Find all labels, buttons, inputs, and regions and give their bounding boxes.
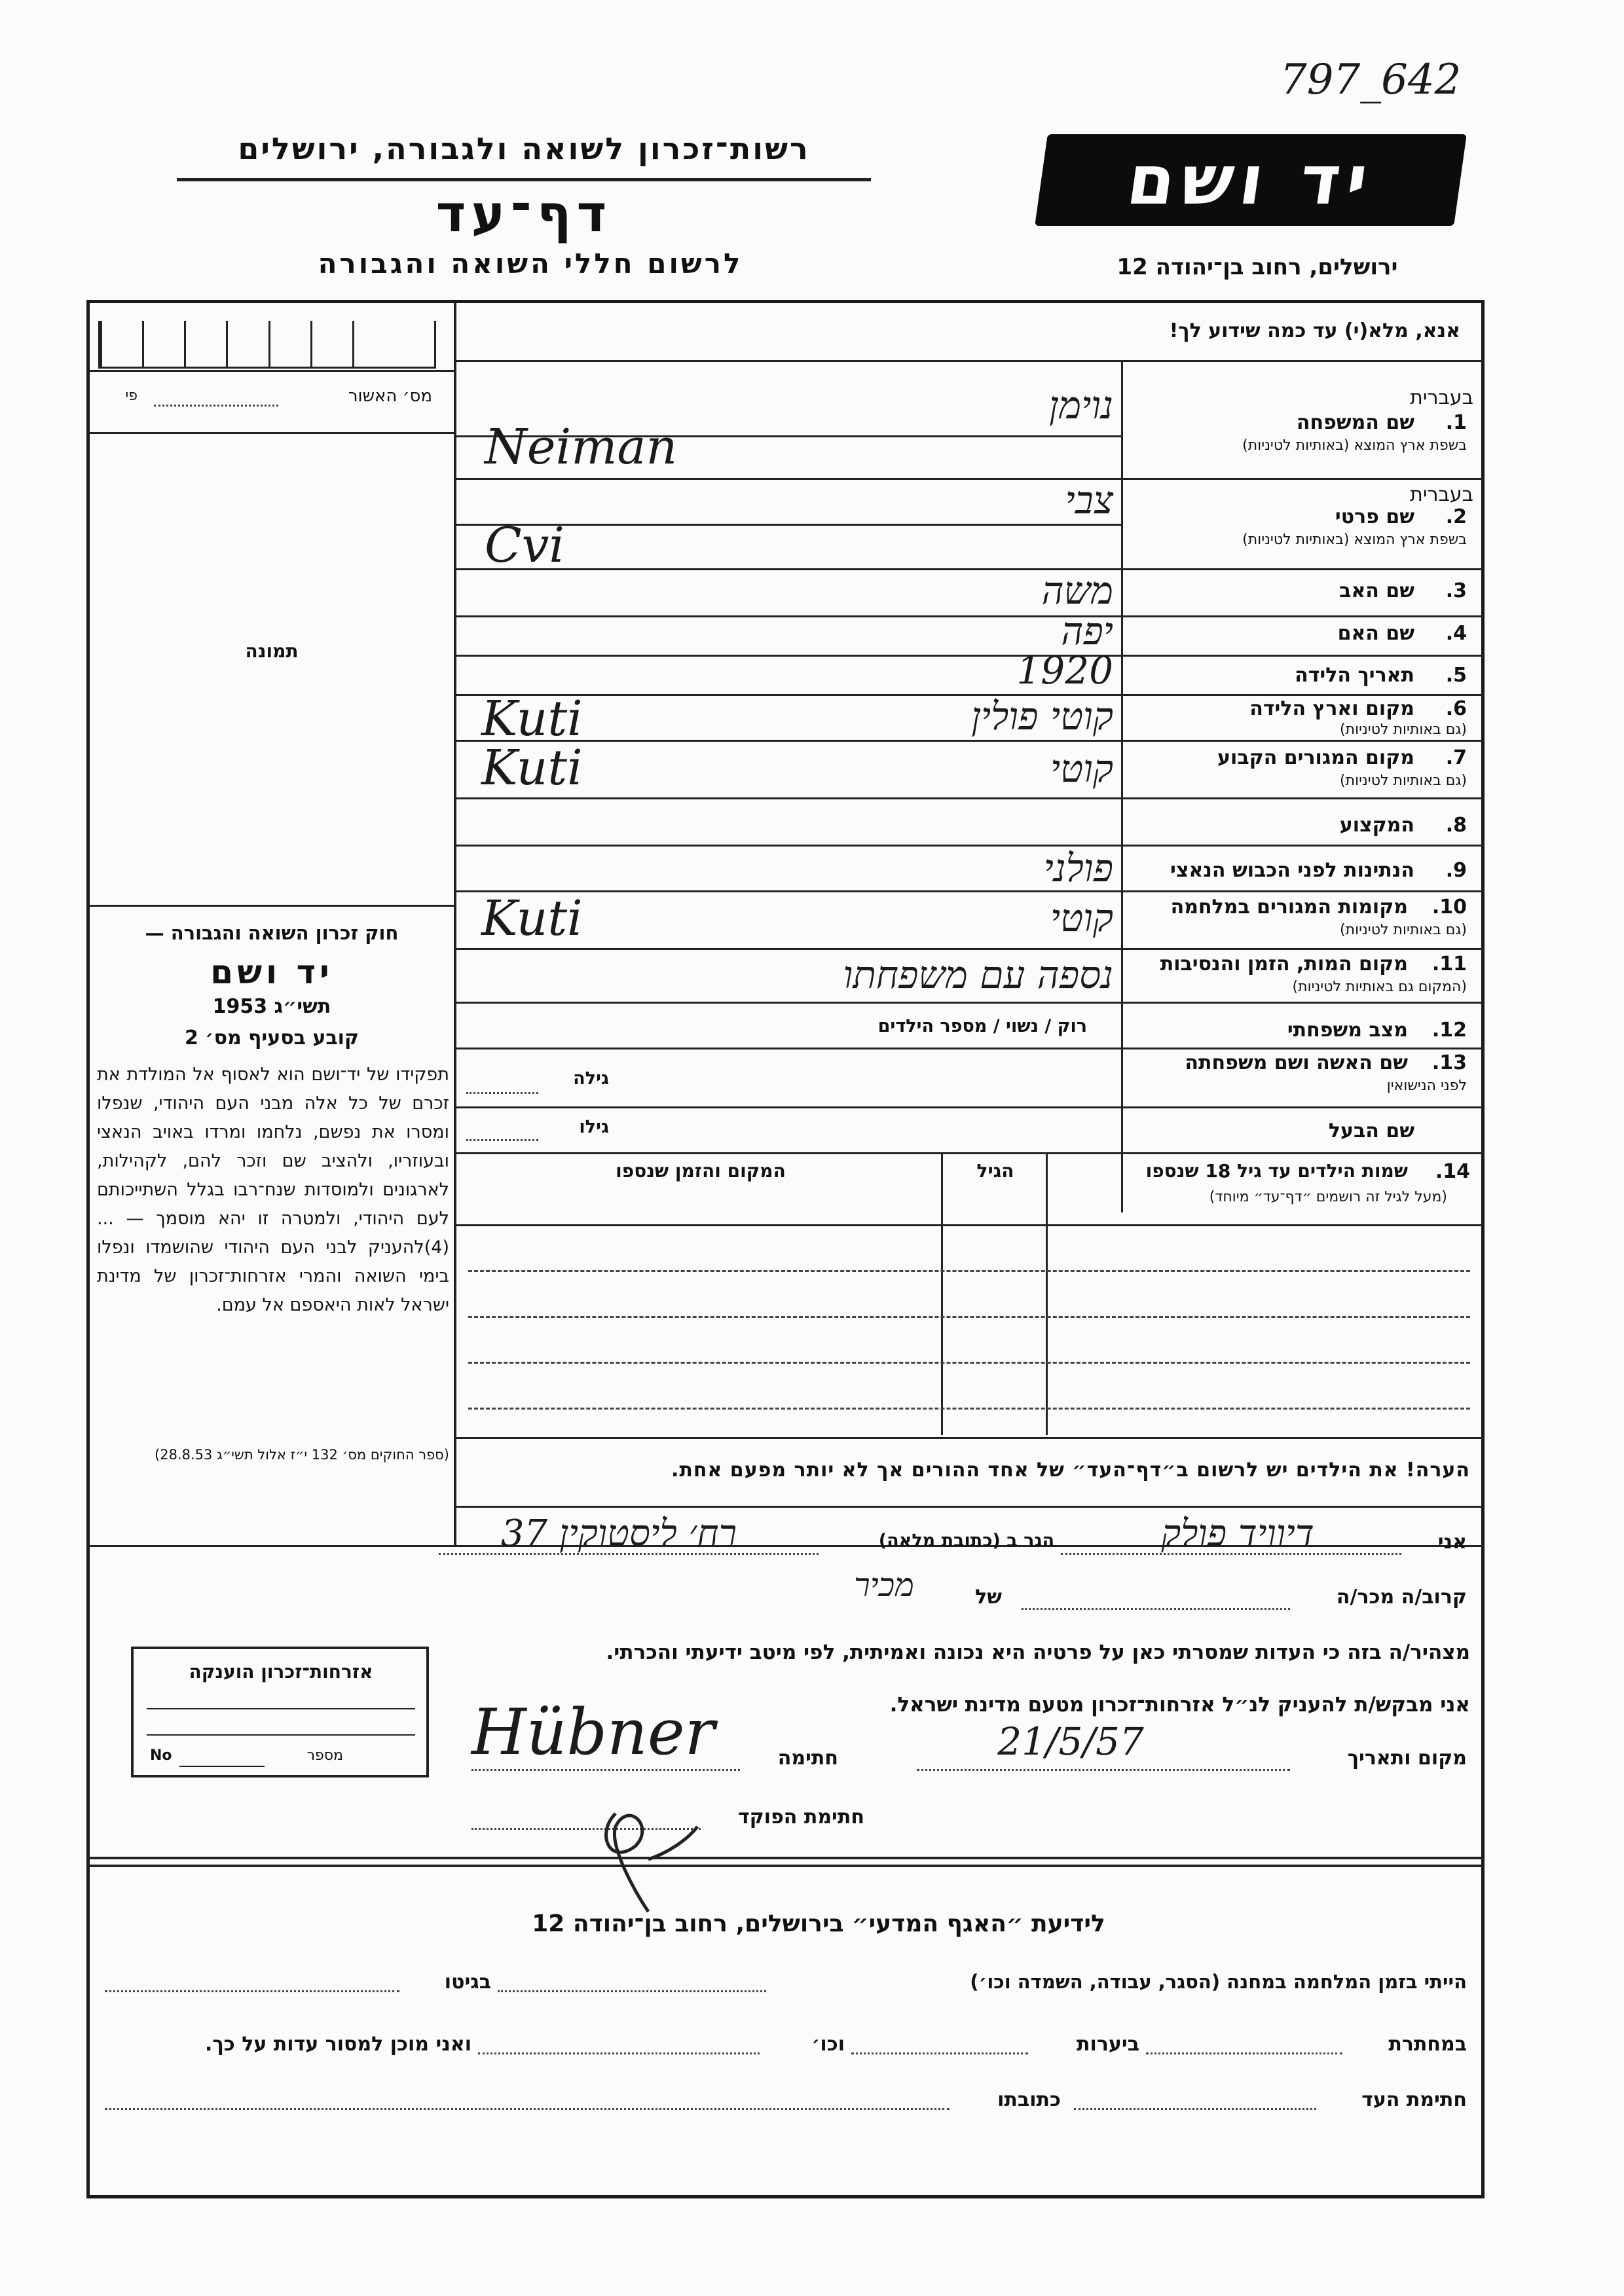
citizenship-title: אזרחות־זכרון הוענקה	[189, 1661, 373, 1683]
birthplace-latin: Kuti	[481, 691, 583, 747]
field-13-age-line	[466, 1092, 538, 1094]
field-2-num: 2.	[1445, 505, 1467, 528]
husband-age-line	[466, 1139, 538, 1141]
field-13-label: שם האשה ושם משפחתה	[1185, 1051, 1408, 1074]
field-11-sub: (המקום גם באותיות לטיניות)	[1292, 979, 1467, 995]
citizenship-line-2	[147, 1734, 415, 1736]
field-10-label: מקומות המגורים במלחמה	[1170, 896, 1408, 919]
field-10-sub: (גם באותיות לטיניות)	[1340, 922, 1467, 938]
intro-text: אנא, מלא(י) עד כמה שידוע לך!	[1169, 319, 1460, 342]
field-3-num: 3.	[1445, 579, 1467, 602]
law-name: יד ושם	[210, 953, 333, 991]
father-name: משה	[1041, 568, 1113, 613]
camp-line: הייתי בזמן המלחמה במחנה (הסגר, עבודה, השמדה וכו׳)	[970, 1971, 1467, 1993]
field-4-label: שם האם	[1337, 622, 1414, 645]
field-9-num: 9.	[1445, 859, 1467, 882]
husband-age-label: גילו	[579, 1117, 609, 1137]
witness-address-line	[105, 2108, 950, 2110]
underground-line	[1146, 2052, 1342, 2054]
declarant-name: דיוויד פולק	[1161, 1512, 1314, 1555]
camp-line-blank	[498, 1990, 766, 1992]
ghetto-label: בגיטו	[444, 1971, 491, 1994]
children-header-sub: (מעל לגיל זה רושמים ״דף־עד״ מיוחד)	[1209, 1189, 1447, 1205]
bottom-double-line-1	[88, 1857, 1483, 1859]
children-header-names: שמות הילדים עד גיל 18 שנספו	[1145, 1160, 1408, 1182]
children-row-line	[468, 1362, 1470, 1364]
place-date-label: מקום ותאריך	[1347, 1747, 1467, 1770]
note-text: הערה! את הילדים יש לרשום ב״דף־העד״ של אחד ההורים אך לא יותר מפעם אחת.	[671, 1459, 1470, 1482]
field-13-sub: לפני הנישואין	[1386, 1078, 1467, 1094]
declaration-text: מצהיר/ה בזה כי העדות שמסרתי כאן על פרטיה היא נכונה ואמיתית, לפי מיטב ידיעתי והכרתי.	[606, 1641, 1470, 1664]
id-boxes	[98, 321, 436, 369]
row-line	[455, 948, 1483, 950]
mother-name: יפה	[1061, 609, 1113, 653]
field-4-num: 4.	[1445, 622, 1467, 645]
citizenship-value: פולני	[1043, 846, 1113, 890]
field-12-num: 12.	[1431, 1019, 1467, 1042]
field-1-label: שם המשפחה	[1296, 411, 1414, 434]
field-7-label: מקום המגורים הקבוע	[1217, 746, 1414, 769]
field-7-num: 7.	[1445, 746, 1467, 769]
children-header-age: הגיל	[976, 1160, 1014, 1182]
yad-vashem-logo	[1035, 134, 1467, 226]
wartime-residence-latin: Kuti	[481, 890, 583, 947]
death-circumstances: נספה עם משפחתו	[843, 953, 1113, 997]
surname-latin: Neiman	[485, 419, 678, 475]
birth-date: 1920	[1016, 648, 1113, 693]
forests-line	[851, 2052, 1028, 2054]
form-subtitle: לרשום חללי השואה והגבורה	[318, 247, 743, 280]
children-col-age-right	[1046, 1154, 1048, 1435]
approval-label: מס׳ האשור	[348, 386, 432, 406]
witness-signature-line	[1074, 2108, 1316, 2110]
field-5-num: 5.	[1445, 664, 1467, 687]
field-6-num: 6.	[1445, 697, 1467, 720]
husband-label: שם הבעל	[1328, 1120, 1414, 1142]
officer-label: חתימת הפוקד	[738, 1806, 864, 1829]
residence-latin: Kuti	[481, 740, 583, 796]
note-bottom-line	[455, 1506, 1483, 1508]
relation-label: קרוב/ה מכר/ה	[1336, 1586, 1467, 1609]
field-10-num: 10.	[1431, 896, 1467, 919]
children-row-line	[468, 1408, 1470, 1410]
wartime-residence-hebrew: קוטי	[1050, 896, 1113, 940]
citizenship-number-sign: No	[150, 1747, 172, 1764]
declarant-i-label: אני	[1437, 1531, 1467, 1554]
witness-signature-label: חתימת העד	[1361, 2088, 1467, 2111]
photo-label: תמונה	[245, 640, 299, 662]
row-line	[455, 1106, 1483, 1108]
field-12-options: רוק / נשוי / מספר הילדים	[877, 1016, 1087, 1036]
signature-label: חתימה	[777, 1747, 838, 1770]
of-label: של	[975, 1586, 1002, 1609]
field-3-label: שם האב	[1339, 579, 1414, 602]
ready-label: ואני מוכן למסור עדות על כך.	[205, 2033, 471, 2056]
field-6-label: מקום וארץ הלידה	[1249, 697, 1414, 720]
field-1-sub: בשפת ארץ המוצא (באותיות לטיניות)	[1242, 437, 1467, 454]
row-line	[455, 1048, 1483, 1049]
children-header-line	[455, 1224, 1483, 1226]
field-1-num: 1.	[1445, 411, 1467, 434]
place-date-value: 21/5/57	[997, 1719, 1144, 1764]
citizenship-box	[131, 1647, 429, 1777]
forests-label: ביערות	[1077, 2033, 1139, 2056]
field-2-in-hebrew: בעברית	[1410, 483, 1473, 506]
bottom-double-line-2	[88, 1865, 1483, 1867]
logo-text: יד ושם	[1122, 140, 1380, 220]
signature-value: Hübner	[471, 1696, 715, 1769]
row-line	[455, 1152, 1483, 1154]
address-line: ירושלים, רחוב בן־יהודה 12	[1116, 254, 1398, 280]
declarant-address: רח׳ ליסטוקין 37	[500, 1512, 737, 1555]
row-line	[455, 797, 1483, 799]
field-7-sub: (גם באותיות לטיניות)	[1340, 773, 1467, 789]
photo-bottom	[88, 905, 454, 907]
citizenship-number-line	[179, 1766, 265, 1767]
etc-line	[478, 2052, 760, 2054]
relation-value: מכיר	[854, 1566, 914, 1604]
field-2-sub: בשפת ארץ המוצא (באותיות לטיניות)	[1242, 532, 1467, 548]
field-8-num: 8.	[1445, 814, 1467, 837]
law-title: חוק זכרון השואה והגבורה —	[145, 922, 399, 944]
archive-number: 797_642	[1280, 56, 1462, 104]
sidebar-divider	[454, 302, 456, 1546]
ghetto-line	[105, 1990, 399, 1992]
residence-hebrew: קוטי	[1050, 746, 1113, 791]
citizenship-line-1	[147, 1708, 415, 1709]
children-header-place: המקום והזמן שנספו	[616, 1160, 786, 1182]
citizenship-number-label: מספר	[306, 1747, 343, 1764]
field-6-sub: (גם באותיות לטיניות)	[1340, 721, 1467, 738]
id-top-line	[88, 370, 454, 372]
children-col-age-left	[941, 1154, 943, 1435]
field-5-label: תאריך הלידה	[1295, 664, 1414, 687]
law-text: תפקידו של יד־ושם הוא לאסוף אל המולדת את זכרם של כל אלה מבני העם היהודי, שנפלו ומסרו את נפשם, נלחמו ומרדו באויב הנאצי ובעוזריו, ולהציב שם וזכר להם, לקהילות, לארגונים ולמוסדות שנח־רבו בגלל השתייכותם לעם היהודי, ולמטרה זו יהא מוסמך — ...(4)להעניק לבני העם היהודי שהושמדו ונפלו בימי השואה והמרי אזרחות־זכרון של מדינת ישראל לאות היאספם אל עמם.	[97, 1065, 449, 1315]
law-source: (ספר החוקים מס׳ 132 י״ז אלול תשי״ג 28.8.53)	[155, 1447, 449, 1463]
approval-prefix: פי	[125, 388, 138, 404]
request-text: אני מבקש/ת להעניק לנ״ל אזרחות־זכרון מטעם מדינת ישראל.	[889, 1693, 1470, 1717]
relation-line	[1022, 1608, 1290, 1610]
children-bottom-line	[455, 1437, 1483, 1439]
bottom-notice: לידיעת ״האגף המדעי״ בירושלים, רחוב בן־יהודה 12	[532, 1910, 1105, 1937]
label-column-divider	[1121, 361, 1123, 1212]
field-13-age-label: גילה	[573, 1068, 609, 1089]
field-8-label: המקצוע	[1339, 814, 1414, 837]
children-row-line	[468, 1316, 1470, 1318]
firstname-latin: Cvi	[485, 517, 565, 574]
law-clause: קובע בסעיף מס׳ 2	[184, 1027, 360, 1049]
row-line	[455, 1002, 1483, 1004]
field-13-num: 13.	[1431, 1051, 1467, 1074]
authority-line: רשות־זכרון לשואה ולגבורה, ירושלים	[238, 131, 810, 166]
field-2-label: שם פרטי	[1335, 505, 1414, 528]
surname-hebrew: נוימן	[1048, 383, 1113, 428]
children-row-line	[468, 1270, 1470, 1272]
children-num: 14.	[1435, 1160, 1470, 1183]
field-1-in-hebrew: בעברית	[1410, 386, 1473, 409]
field-12-label: מצב משפחתי	[1287, 1019, 1408, 1042]
field-11-num: 11.	[1431, 953, 1467, 975]
approval-under	[88, 432, 454, 434]
field-11-label: מקום המות, הזמן והנסיבות	[1160, 953, 1408, 975]
place-date-line	[917, 1769, 1290, 1771]
form-title: דף־עד	[435, 185, 612, 244]
approval-line	[154, 405, 278, 407]
etc-label: וכו׳	[811, 2033, 845, 2056]
authority-underline	[177, 178, 871, 181]
underground-label: במחתרת	[1388, 2033, 1467, 2056]
firstname-hebrew: צבי	[1065, 478, 1113, 522]
law-year: תשי״ג 1953	[212, 995, 331, 1018]
witness-address-label: כתובתו	[997, 2088, 1061, 2111]
birthplace-hebrew: קוטי פולין	[971, 694, 1113, 738]
officer-signature	[589, 1787, 707, 1918]
signature-line	[471, 1769, 740, 1771]
top-strip-divider	[455, 360, 1483, 362]
field-9-label: הנתינות לפני הכבוש הנאצי	[1170, 859, 1414, 882]
declarant-address-label: הגר ב (כתובת מלאה)	[878, 1531, 1054, 1551]
